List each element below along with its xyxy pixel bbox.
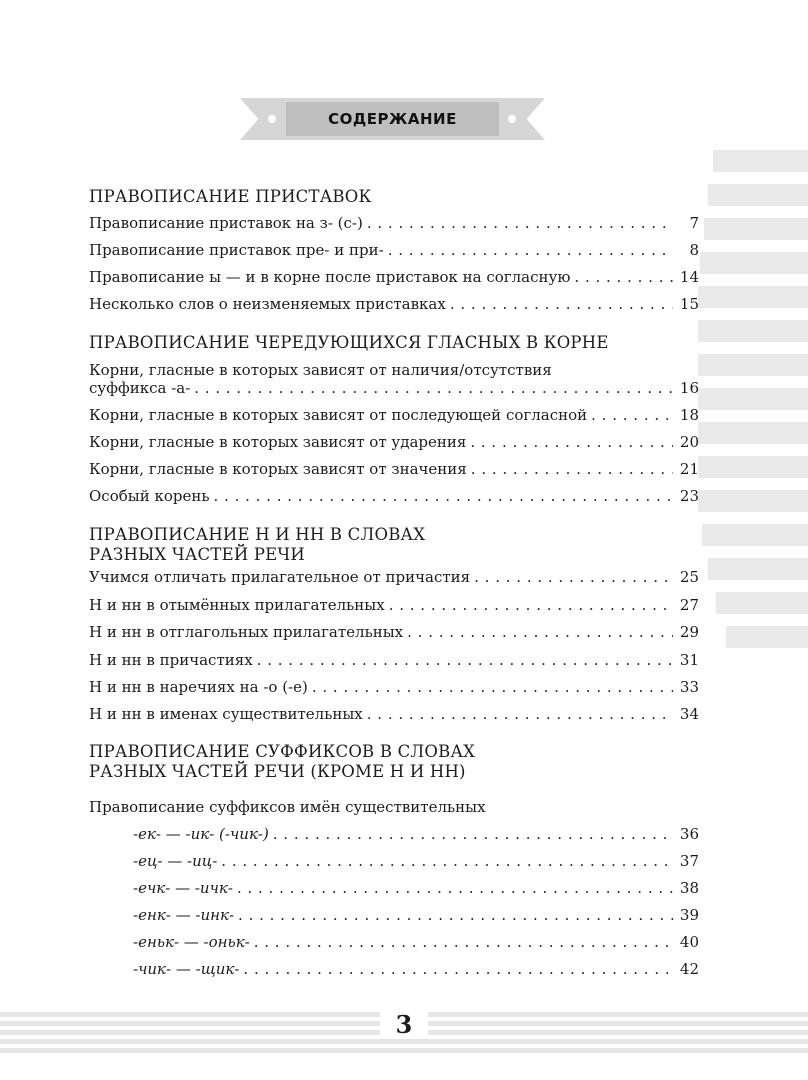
toc-entry[interactable]: Правописание приставок пре- и при- . . . 8	[89, 241, 699, 263]
toc-entry[interactable]: Особый корень . . . 23	[89, 487, 699, 509]
section-title: ПРАВОПИСАНИЕ ЧЕРЕДУЮЩИХСЯ ГЛАСНЫХ В КОРНЕ	[89, 333, 609, 352]
toc-entry[interactable]: -ец- — -иц- . . . 37	[133, 852, 699, 874]
toc-entry[interactable]: Правописание приставок на з- (с-) . . . 7	[89, 214, 699, 236]
ribbon-dot-left	[268, 115, 276, 123]
toc-subheading: Правописание суффиксов имён существительных	[89, 798, 486, 816]
toc-entry[interactable]: -енк- — -инк- . . . 39	[133, 906, 699, 928]
toc-entry[interactable]: -чик- — -щик- . . . 42	[133, 960, 699, 982]
toc-entry[interactable]: Корни, гласные в которых зависят от ударения . . . 20	[89, 433, 699, 455]
decorative-stripes-right	[698, 150, 808, 710]
toc-entry[interactable]: Н и нн в наречиях на -о (-е) . . . 33	[89, 678, 699, 700]
toc-entry[interactable]: Н и нн в именах существительных . . . 34	[89, 705, 699, 727]
ribbon-dot-right	[508, 115, 516, 123]
toc-entry[interactable]: -ек- — -ик- (-чик-) . . . 36	[133, 825, 699, 847]
toc-entry[interactable]: -ечк- — -ичк- . . . 38	[133, 879, 699, 901]
toc-entry[interactable]: Корни, гласные в которых зависят от последующей согласной . . . 18	[89, 406, 699, 428]
page-title: СОДЕРЖАНИЕ	[328, 110, 457, 128]
contents-header-ribbon	[240, 98, 545, 140]
ribbon-label-box	[286, 102, 499, 136]
toc-entry[interactable]: Несколько слов о неизменяемых приставках . . . 15	[89, 295, 699, 317]
toc-entry-line1: Корни, гласные в которых зависят от наличия/отсутствия	[89, 361, 552, 379]
toc-entry[interactable]: Н и нн в отымённых прилагательных . . . 27	[89, 596, 699, 618]
toc-entry[interactable]: Корни, гласные в которых зависят от значения . . . 21	[89, 460, 699, 482]
section-title-line2: РАЗНЫХ ЧАСТЕЙ РЕЧИ (КРОМЕ Н И НН)	[89, 762, 466, 781]
section-title: ПРАВОПИСАНИЕ Н И НН В СЛОВАХ	[89, 525, 426, 544]
section-title-line2: РАЗНЫХ ЧАСТЕЙ РЕЧИ	[89, 545, 305, 564]
toc-entry[interactable]: Н и нн в отглагольных прилагательных . . . 29	[89, 623, 699, 645]
toc-entry[interactable]: Н и нн в причастиях . . . 31	[89, 651, 699, 673]
page-number: 3	[0, 1010, 808, 1039]
section-title: ПРАВОПИСАНИЕ СУФФИКСОВ В СЛОВАХ	[89, 742, 476, 761]
toc-entry[interactable]: суффикса -а- . . . 16	[89, 379, 699, 401]
toc-entry[interactable]: -еньк- — -оньк- . . . 40	[133, 933, 699, 955]
toc-entry[interactable]: Правописание ы — и в корне после приставок на согласную . . . 14	[89, 268, 699, 290]
toc-entry[interactable]: Учимся отличать прилагательное от причастия . . . 25	[89, 568, 699, 590]
section-title: ПРАВОПИСАНИЕ ПРИСТАВОК	[89, 187, 372, 206]
